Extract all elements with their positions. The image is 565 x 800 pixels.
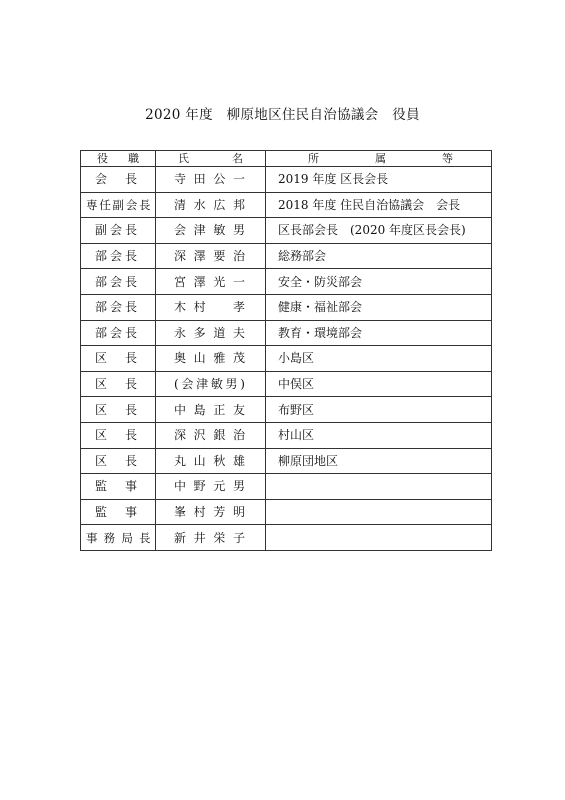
role-cell [81, 294, 156, 320]
role-cell [81, 346, 156, 372]
affiliation-cell [266, 499, 492, 525]
char: 澤 [193, 274, 206, 289]
role-text [81, 398, 155, 422]
role-text [81, 526, 155, 550]
char: 職 [128, 151, 139, 165]
char: 木 [174, 300, 187, 315]
name-cell [156, 294, 266, 320]
char: 男 [232, 479, 245, 494]
char: 雄 [232, 453, 245, 468]
table-header-row [81, 151, 492, 167]
char: 区 [95, 453, 108, 468]
name-cell [156, 474, 266, 500]
char: 長 [124, 377, 137, 392]
table-row [81, 346, 492, 372]
role-text [81, 244, 155, 268]
affiliation-cell: 教育・環境部会 [266, 320, 492, 346]
name-text [156, 449, 265, 473]
char: 井 [193, 530, 206, 545]
char: 長 [124, 428, 137, 443]
name-text [156, 321, 265, 345]
table-row [81, 294, 492, 320]
name-text [156, 295, 265, 319]
char: 専 [86, 197, 97, 212]
char: 峯 [174, 505, 187, 520]
char: 会 [174, 223, 187, 238]
char: 丸 [174, 453, 187, 468]
role-text [81, 218, 155, 242]
name-text [156, 423, 265, 447]
char: 友 [232, 402, 245, 417]
table-row [81, 499, 492, 525]
affiliation-cell [266, 474, 492, 500]
char: 長 [138, 530, 150, 545]
table-row [81, 448, 492, 474]
char: 子 [232, 530, 245, 545]
char: 監 [95, 479, 108, 494]
char: 会 [109, 223, 122, 238]
char: 村 [193, 300, 206, 315]
table-row [81, 474, 492, 500]
role-text [81, 346, 155, 370]
name-text [156, 398, 265, 422]
char: 芳 [213, 505, 226, 520]
page-title: 2020 年度 柳原地区住民自治協議会 役員 [145, 107, 420, 123]
char: 長 [124, 453, 137, 468]
name-cell [156, 371, 266, 397]
char: 治 [232, 249, 245, 264]
char: 要 [213, 249, 226, 264]
name-text [156, 346, 265, 370]
role-cell [81, 320, 156, 346]
table-row [81, 525, 492, 551]
affiliation-cell [266, 525, 492, 551]
table-row [81, 218, 492, 244]
char: 夫 [232, 325, 245, 340]
char: 部 [95, 249, 108, 264]
affiliation-cell: 区長部会長 (2020 年度区長会長) [266, 218, 492, 244]
char: 会 [125, 197, 137, 212]
name-cell [156, 320, 266, 346]
char: 邦 [232, 197, 245, 212]
char: 会 [109, 249, 122, 264]
char: 茂 [232, 351, 245, 366]
table-row [81, 371, 492, 397]
char: 治 [232, 428, 245, 443]
name-text [156, 167, 265, 191]
char: 長 [124, 249, 137, 264]
header-name [156, 151, 266, 167]
char: 栄 [213, 530, 226, 545]
affiliation-cell: 総務部会 [266, 243, 492, 269]
char: 部 [95, 274, 108, 289]
char: 副 [95, 223, 108, 238]
name-text [156, 474, 265, 498]
officers-table [80, 150, 492, 551]
name-text [156, 526, 265, 550]
role-cell [81, 397, 156, 423]
char: 沢 [193, 428, 206, 443]
name-text [156, 270, 265, 294]
char: 会 [109, 325, 122, 340]
char: 長 [139, 197, 150, 212]
char: 村 [193, 505, 206, 520]
table-row [81, 167, 492, 193]
role-text [81, 270, 155, 294]
char: 津 [196, 377, 209, 392]
table-body [81, 167, 492, 551]
char: 副 [112, 197, 124, 212]
char: 会 [95, 172, 108, 187]
role-text [81, 167, 155, 191]
name-text [156, 500, 265, 524]
name-cell [156, 422, 266, 448]
role-text [81, 500, 155, 524]
affiliation-cell: 布野区 [266, 397, 492, 423]
name-cell [156, 346, 266, 372]
char: 区 [95, 402, 108, 417]
char: 公 [213, 172, 226, 187]
affiliation-cell: 柳原団地区 [266, 448, 492, 474]
char: 野 [193, 479, 206, 494]
name-text [156, 193, 265, 217]
char: 澤 [193, 249, 206, 264]
char: 属 [375, 151, 386, 165]
char: 事 [86, 530, 97, 545]
char: ) [240, 377, 245, 392]
role-text [81, 295, 155, 319]
char: ( [174, 377, 179, 392]
name-cell [156, 218, 266, 244]
char: 敏 [213, 223, 226, 238]
char: 役 [97, 151, 108, 165]
char: 監 [95, 505, 108, 520]
char: 敏 [210, 377, 223, 392]
char: 津 [193, 223, 206, 238]
char: 一 [232, 172, 245, 187]
char: 区 [95, 377, 108, 392]
name-cell [156, 192, 266, 218]
char: 孝 [232, 300, 245, 315]
table-row [81, 269, 492, 295]
role-cell [81, 243, 156, 269]
char: 寺 [174, 172, 187, 187]
char: 宮 [174, 274, 187, 289]
char: 正 [213, 402, 226, 417]
char: 男 [225, 377, 238, 392]
char: 道 [213, 325, 226, 340]
char: 中 [174, 479, 187, 494]
role-cell [81, 448, 156, 474]
char: 長 [124, 274, 137, 289]
role-text [81, 321, 155, 345]
header-affiliation [266, 151, 492, 167]
char: 会 [109, 274, 122, 289]
char: 区 [95, 351, 108, 366]
role-cell [81, 499, 156, 525]
role-cell [81, 192, 156, 218]
role-text [81, 449, 155, 473]
char: 奥 [174, 351, 187, 366]
name-cell [156, 397, 266, 423]
char: 区 [95, 428, 108, 443]
char: 清 [174, 197, 187, 212]
affiliation-cell: 2018 年度 住民自治協議会 会長 [266, 192, 492, 218]
affiliation-cell: 小島区 [266, 346, 492, 372]
char: 長 [124, 351, 137, 366]
name-text [156, 372, 265, 396]
char: 会 [109, 300, 122, 315]
affiliation-cell: 健康・福祉部会 [266, 294, 492, 320]
char: 新 [174, 530, 187, 545]
char: 水 [193, 197, 206, 212]
char: 山 [193, 351, 206, 366]
char: 事 [124, 479, 137, 494]
char: 島 [193, 402, 206, 417]
char: 雅 [213, 351, 226, 366]
name-cell [156, 448, 266, 474]
affiliation-cell: 2019 年度 区長会長 [266, 167, 492, 193]
role-cell [81, 167, 156, 193]
char: 長 [124, 402, 137, 417]
char: 一 [232, 274, 245, 289]
char: 田 [193, 172, 206, 187]
header-role [81, 151, 156, 167]
char: 会 [181, 377, 194, 392]
role-cell [81, 371, 156, 397]
char: 永 [174, 325, 187, 340]
char: 山 [193, 453, 206, 468]
char: 深 [174, 428, 187, 443]
char: 中 [174, 402, 187, 417]
char [213, 295, 225, 319]
role-cell [81, 422, 156, 448]
role-text [81, 474, 155, 498]
name-text [156, 218, 265, 242]
affiliation-cell: 村山区 [266, 422, 492, 448]
char: 銀 [213, 428, 226, 443]
role-text [81, 193, 155, 217]
char: 務 [103, 530, 115, 545]
table-row [81, 192, 492, 218]
char: 多 [193, 325, 206, 340]
table-row [81, 243, 492, 269]
name-cell [156, 167, 266, 193]
char: 名 [232, 151, 243, 165]
char: 深 [174, 249, 187, 264]
char: 所 [308, 151, 319, 165]
name-text [156, 244, 265, 268]
char: 明 [232, 505, 245, 520]
role-text [81, 423, 155, 447]
name-cell [156, 525, 266, 551]
name-cell [156, 499, 266, 525]
name-cell [156, 243, 266, 269]
char: 長 [124, 172, 137, 187]
role-cell [81, 269, 156, 295]
char: 事 [124, 505, 137, 520]
role-cell [81, 218, 156, 244]
char: 長 [124, 325, 137, 340]
char: 男 [232, 223, 245, 238]
char: 光 [213, 274, 226, 289]
table-row [81, 422, 492, 448]
char: 秋 [213, 453, 226, 468]
char: 任 [99, 197, 111, 212]
char: 元 [213, 479, 226, 494]
char: 局 [121, 530, 133, 545]
char: 等 [442, 151, 453, 165]
role-text [81, 372, 155, 396]
table-row [81, 397, 492, 423]
affiliation-cell: 中俣区 [266, 371, 492, 397]
char: 部 [95, 300, 108, 315]
affiliation-cell: 安全・防災部会 [266, 269, 492, 295]
table-row [81, 320, 492, 346]
role-cell [81, 525, 156, 551]
char: 部 [95, 325, 108, 340]
char: 長 [124, 223, 137, 238]
char: 長 [124, 300, 137, 315]
char: 氏 [178, 151, 189, 165]
char: 広 [213, 197, 226, 212]
role-cell [81, 474, 156, 500]
name-cell [156, 269, 266, 295]
